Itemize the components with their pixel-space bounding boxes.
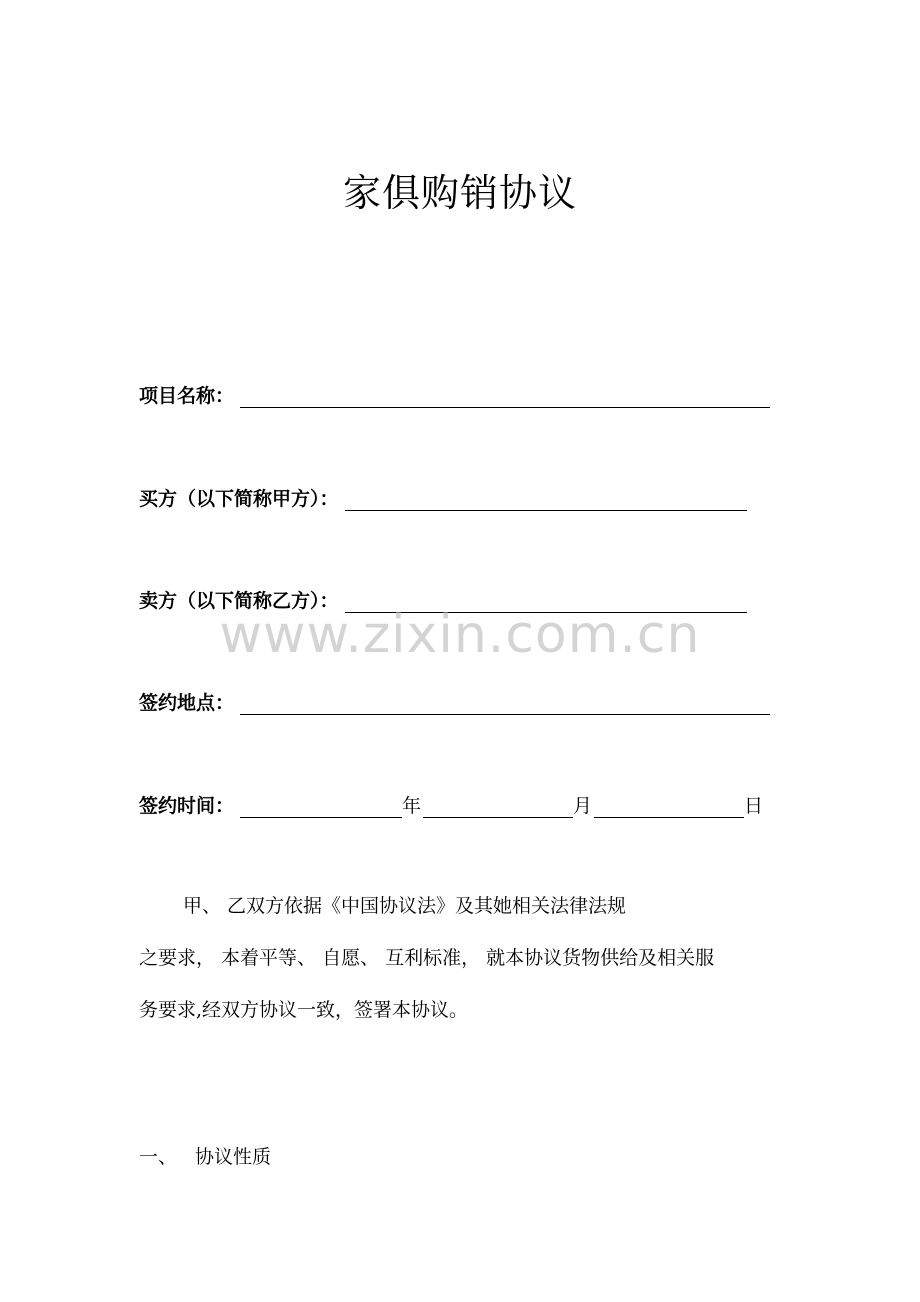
buyer-blank[interactable] [345, 490, 747, 511]
preamble-line-2: 之要求， 本着平等、 自愿、 互利标准， 就本协议货物供给及相关服 [139, 947, 715, 969]
document-title: 家俱购销协议 [342, 171, 577, 215]
signing-place-blank[interactable] [240, 694, 770, 715]
project-name-row [139, 378, 770, 408]
preamble-line-3: 务要求,经双方协议一致，签署本协议。 [139, 999, 469, 1021]
project-name-blank[interactable] [240, 387, 770, 408]
signing-day-blank[interactable] [594, 797, 744, 818]
section-1-heading [139, 1142, 271, 1172]
month-label: 月 [573, 795, 593, 817]
preamble-paragraph [139, 880, 799, 1036]
section-1-number: 一、 [139, 1146, 178, 1168]
preamble-line-1: 甲、 乙双方依据《中国协议法》及其她相关法律法规 [183, 895, 627, 917]
signing-time-row [139, 788, 763, 818]
signing-time-label: 签约时间： [139, 795, 235, 817]
buyer-label: 买方（以下简称甲方）： [139, 488, 339, 510]
watermark: www.zixin.com.cn [219, 605, 701, 665]
signing-year-blank[interactable] [240, 797, 402, 818]
seller-label: 卖方（以下简称乙方）： [139, 590, 339, 612]
signing-month-blank[interactable] [423, 797, 573, 818]
year-label: 年 [402, 795, 422, 817]
signing-place-row [139, 685, 770, 715]
project-name-label: 项目名称： [139, 385, 235, 407]
signing-place-label: 签约地点： [139, 692, 235, 714]
day-label: 日 [744, 795, 764, 817]
buyer-row [139, 481, 747, 511]
section-1-title: 协议性质 [195, 1146, 272, 1168]
